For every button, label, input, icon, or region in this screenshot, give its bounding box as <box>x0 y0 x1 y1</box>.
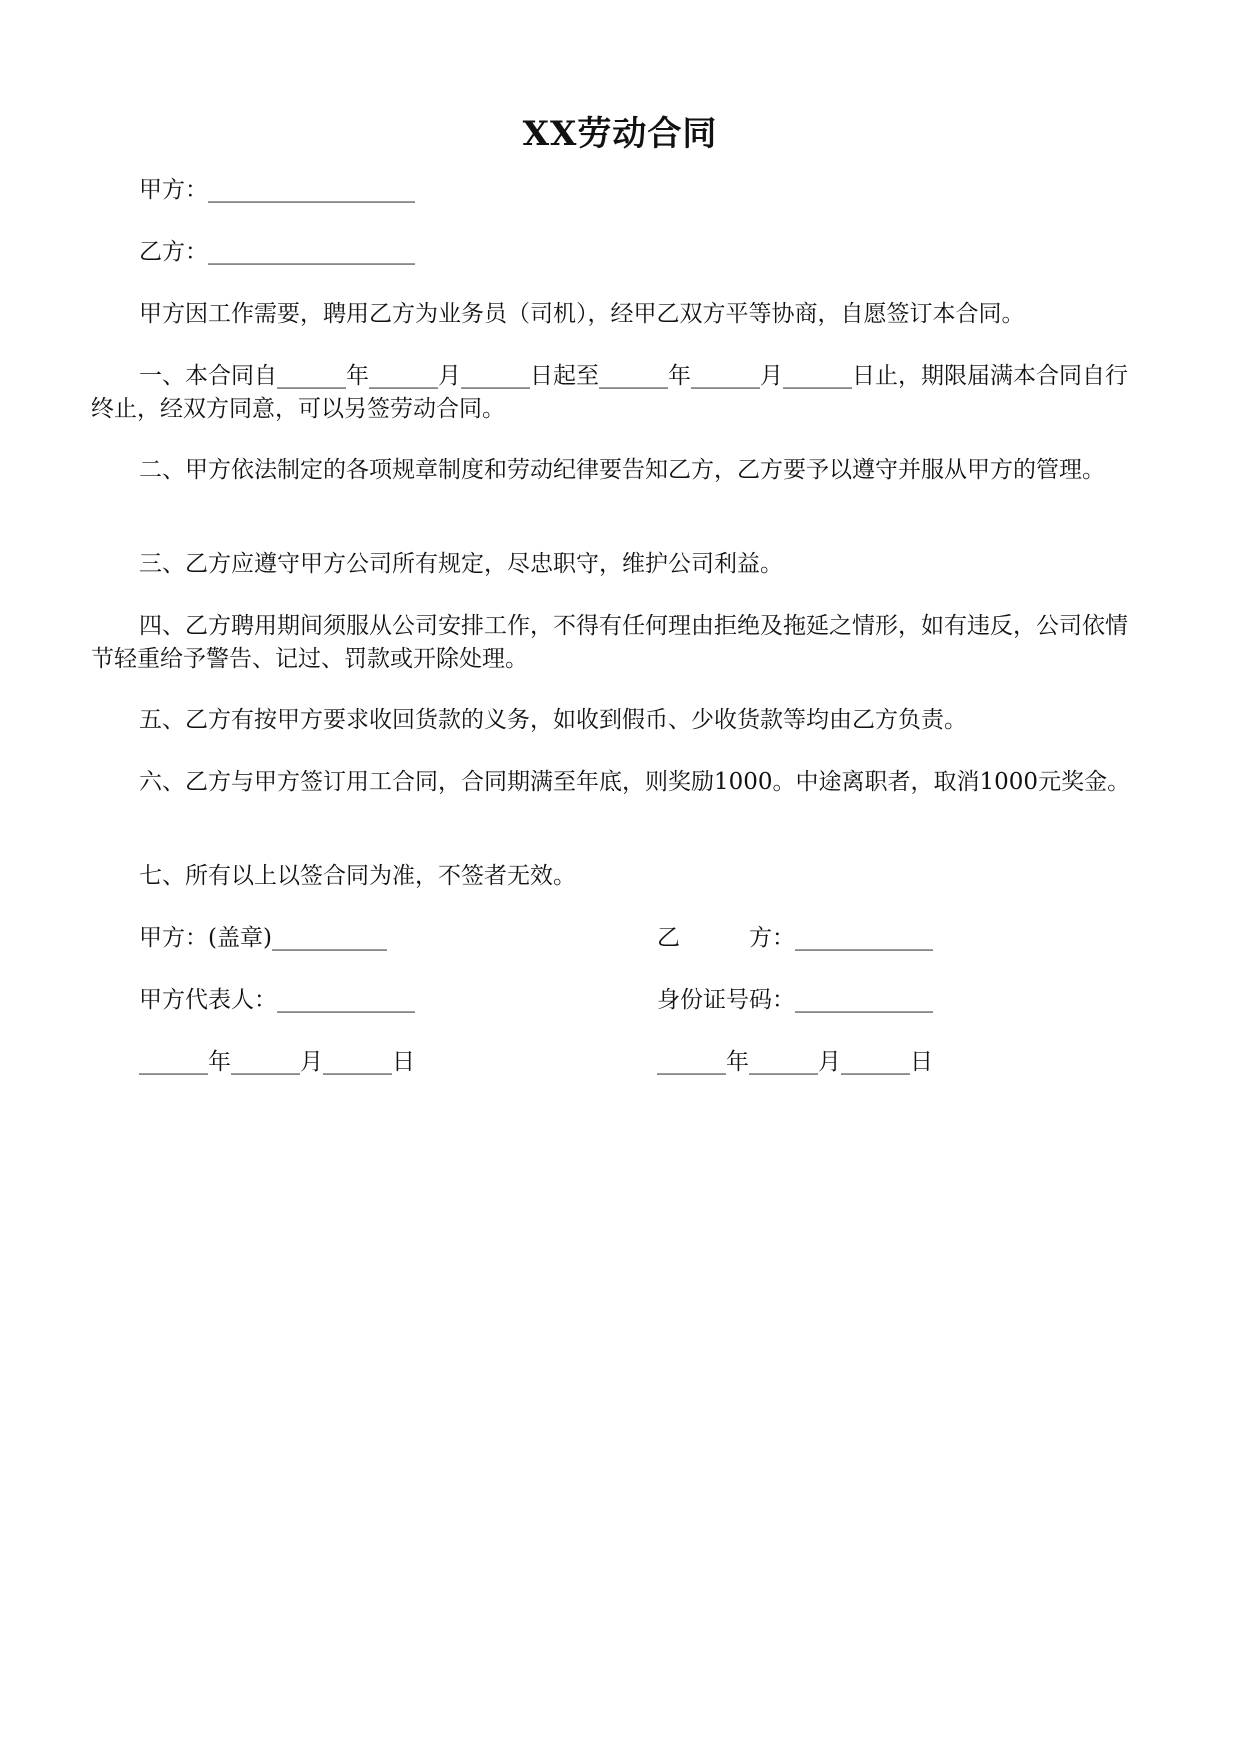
party-b-field: 乙方：__________________ <box>139 239 415 265</box>
clause-3: 三、乙方应遵守甲方公司所有规定，尽忠职守，维护公司利益。 <box>139 551 783 577</box>
party-a-date-field: ______年______月______日 <box>139 1049 415 1075</box>
document-title: XX劳动合同 <box>522 114 718 154</box>
party-b-signature-field: 乙 方：____________ <box>657 925 933 951</box>
party-a-seal-field: 甲方：(盖章)__________ <box>139 925 387 951</box>
clause-7: 七、所有以上以签合同为准，不签者无效。 <box>139 863 576 889</box>
clause-4: 四、乙方聘用期间须服从公司安排工作，不得有任何理由拒绝及拖延之情形，如有违反，公司依情节轻重给予警告、记过、罚款或开除处理。 <box>91 613 1128 672</box>
intro-paragraph: 甲方因工作需要，聘用乙方为业务员（司机），经甲乙双方平等协商，自愿签订本合同。 <box>139 301 1025 327</box>
party-a-representative-field: 甲方代表人：____________ <box>139 987 415 1013</box>
party-b-date-field: ______年______月______日 <box>657 1049 933 1075</box>
clause-1: 一、本合同自______年______月______日起至______年______月______日止，期限届满本合同自行终止，经双方同意，可以另签劳动合同。 <box>91 363 1128 422</box>
party-b-id-number-field: 身份证号码：____________ <box>657 987 933 1013</box>
clause-6: 六、乙方与甲方签订用工合同，合同期满至年底，则奖励1000。中途离职者，取消1000元奖金。 <box>139 769 1131 795</box>
clause-2: 二、甲方依法制定的各项规章制度和劳动纪律要告知乙方，乙方要予以遵守并服从甲方的管理。 <box>139 457 1105 483</box>
party-a-field: 甲方：__________________ <box>139 177 415 203</box>
clause-5: 五、乙方有按甲方要求收回货款的义务，如收到假币、少收货款等均由乙方负责。 <box>139 707 967 733</box>
